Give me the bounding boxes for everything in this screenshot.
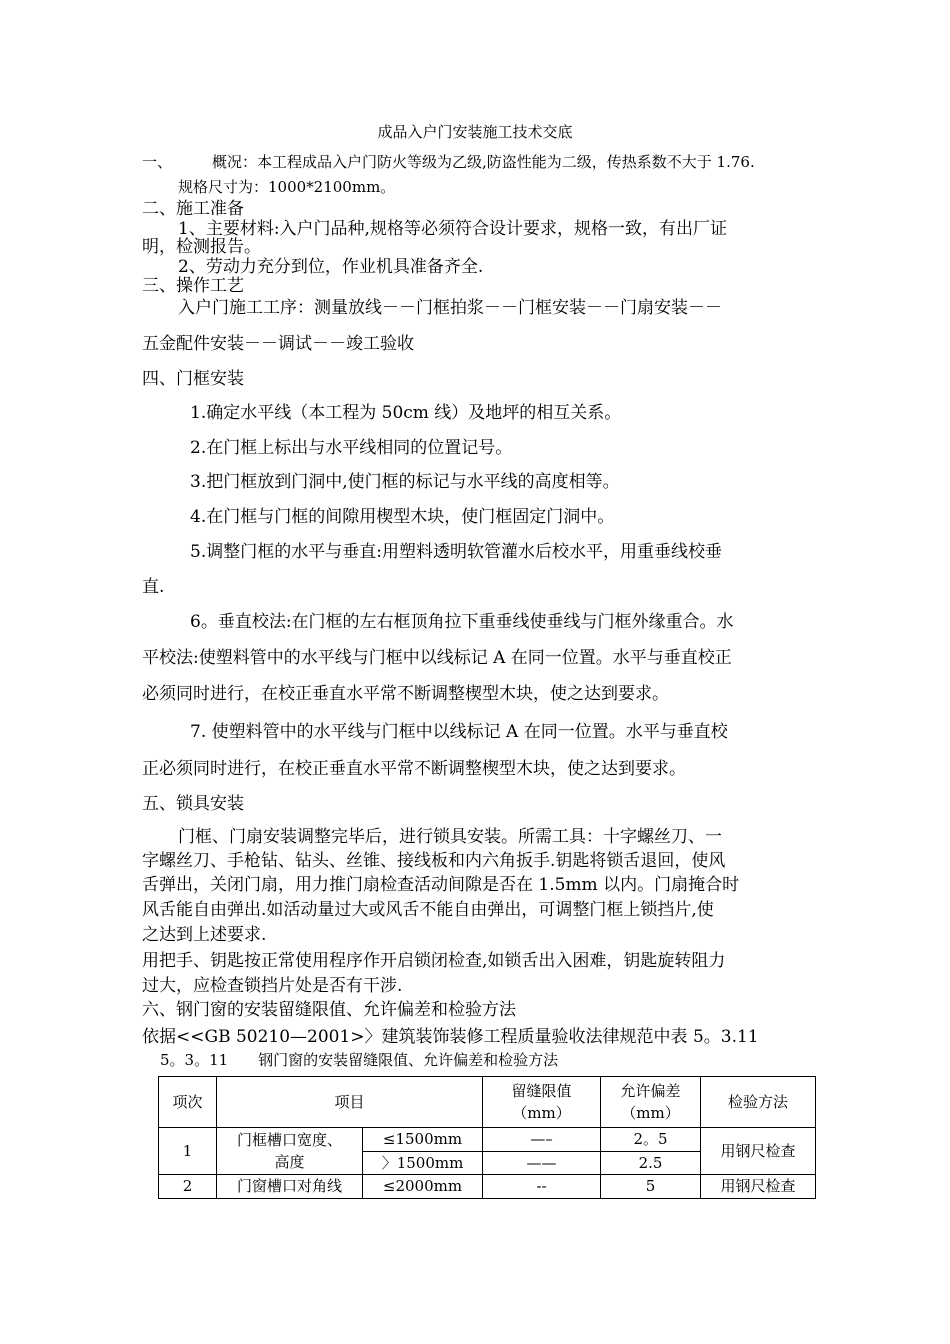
row-1-sub-1-condition: ≤1500mm (363, 1128, 483, 1152)
section-3-line-1: 入户门施工工序：测量放线－－门框拍浆－－门框安装－－门扇安装－－ (178, 298, 722, 318)
section-4-item-7-line-2: 正必须同时进行，在校正垂直水平常不断调整楔型木块，使之达到要求。 (142, 759, 686, 779)
header-gap-unit: （mm） (512, 1104, 571, 1122)
section-5-line-6: 用把手、钥匙按正常使用程序作开启锁闭检查,如锁舌出入困难，钥匙旋转阻力 (142, 951, 726, 971)
header-gap-label: 留缝限值 (511, 1081, 572, 1100)
table-row (159, 1128, 816, 1152)
section-4-item-1: 1.确定水平线（本工程为 50cm 线）及地坪的相互关系。 (190, 403, 622, 423)
row-1-method: 用钢尺检查 (701, 1128, 816, 1175)
section-5-line-2: 字螺丝刀、手枪钻、钻头、丝锥、接线板和内六角扳手.钥匙将锁舌退回，使风 (142, 851, 726, 871)
row-2-gap: -- (483, 1175, 601, 1199)
section-2-para-1-line-2: 明，检测报告。 (142, 237, 261, 257)
section-2-para-2: 2、劳动力充分到位，作业机具准备齐全. (178, 257, 484, 277)
row-2-no: 2 (159, 1175, 217, 1199)
section-5-line-5: 之达到上述要求. (142, 925, 267, 945)
section-5-line-3: 舌弹出，关闭门扇，用力推门扇检查活动间隙是否在 1.5mm 以内。门扇掩合时 (142, 875, 740, 895)
section-6-basis: 依据<<GB 50210—2001>〉建筑装饰装修工程质量验收法律规范中表 5。3.11 (142, 1027, 759, 1047)
row-2-item: 门窗槽口对角线 (217, 1175, 363, 1199)
section-2-heading: 二、施工准备 (142, 199, 244, 219)
section-4-heading: 四、门框安装 (142, 369, 244, 389)
row-1-sub-2-gap: —— (483, 1151, 601, 1175)
row-1-sub-1-deviation: 2。5 (601, 1128, 701, 1152)
row-2-deviation: 5 (601, 1175, 701, 1199)
section-4-item-3: 3.把门框放到门洞中,使门框的标记与水平线的高度相等。 (190, 472, 620, 492)
section-4-item-5-line-2: 直. (142, 577, 165, 597)
row-1-sub-2-condition: 〉1500mm (363, 1151, 483, 1175)
section-4-item-6-line-3: 必须同时进行，在校正垂直水平常不断调整楔型木块，使之达到要求。 (142, 684, 669, 704)
header-deviation (601, 1077, 701, 1128)
header-method: 检验方法 (701, 1077, 816, 1128)
section-4-item-5-line-1: 5.调整门框的水平与垂直:用塑料透明软管灌水后校水平，用重垂线校垂 (190, 542, 722, 562)
row-2-method: 用钢尺检查 (701, 1175, 816, 1199)
section-4-item-6-line-1: 6。垂直校法:在门框的左右框顶角拉下重垂线使垂线与门框外缘重合。水 (190, 612, 734, 632)
section-1-line-2: 规格尺寸为：1000*2100mm。 (178, 178, 396, 196)
row-1-item (217, 1128, 363, 1175)
section-3-heading: 三、操作工艺 (142, 276, 244, 296)
section-5-line-4: 风舌能自由弹出.如活动量过大或风舌不能自由弹出，可调整门框上锁挡片,使 (142, 900, 714, 920)
row-1-sub-1-gap: —– (483, 1128, 601, 1152)
document-title: 成品入户门安装施工技术交底 (377, 123, 573, 141)
section-5-heading: 五、锁具安装 (142, 794, 244, 814)
section-2-para-1-line-1: 1、主要材料:入户门品种,规格等必须符合设计要求，规格一致，有出厂证 (178, 219, 727, 239)
section-1-line-1: 概况：本工程成品入户门防火等级为乙级,防盗性能为二级，传热系数不大于 1.76. (212, 153, 755, 171)
section-1-number: 一、 (142, 153, 173, 171)
row-1-item-line-2: 高度 (274, 1153, 305, 1171)
header-gap-limit (483, 1077, 601, 1128)
row-2-condition: ≤2000mm (363, 1175, 483, 1199)
row-1-item-line-1: 门框槽口宽度、 (236, 1130, 342, 1149)
header-no: 项次 (159, 1077, 217, 1128)
table-row (159, 1175, 816, 1199)
section-4-item-2: 2.在门框上标出与水平线相同的位置记号。 (190, 438, 513, 458)
header-item: 项目 (217, 1077, 483, 1128)
section-4-item-6-line-2: 平校法:使塑料管中的水平线与门框中以线标记 A 在同一位置。水平与垂直校正 (142, 648, 732, 668)
spec-table (158, 1076, 816, 1199)
header-deviation-label: 允许偏差 (620, 1081, 681, 1100)
section-3-line-2: 五金配件安装－－调试－－竣工验收 (142, 334, 414, 354)
section-5-line-7: 过大，应检查锁挡片处是否有干涉. (142, 976, 403, 996)
section-4-item-4: 4.在门框与门框的间隙用楔型木块，使门框固定门洞中。 (190, 507, 615, 527)
row-1-no: 1 (159, 1128, 217, 1175)
section-5-line-1: 门框、门扇安装调整完毕后，进行锁具安装。所需工具：十字螺丝刀、一 (178, 827, 722, 847)
table-header-row (159, 1077, 816, 1128)
row-1-sub-2-deviation: 2.5 (601, 1151, 701, 1175)
section-4-item-7-line-1: 7. 使塑料管中的水平线与门框中以线标记 A 在同一位置。水平与垂直校 (190, 722, 728, 742)
header-deviation-unit: （mm） (621, 1104, 680, 1122)
section-6-heading: 六、钢门窗的安装留缝限值、允许偏差和检验方法 (142, 1000, 516, 1020)
table-caption: 5。3。11 钢门窗的安装留缝限值、允许偏差和检验方法 (160, 1051, 559, 1069)
